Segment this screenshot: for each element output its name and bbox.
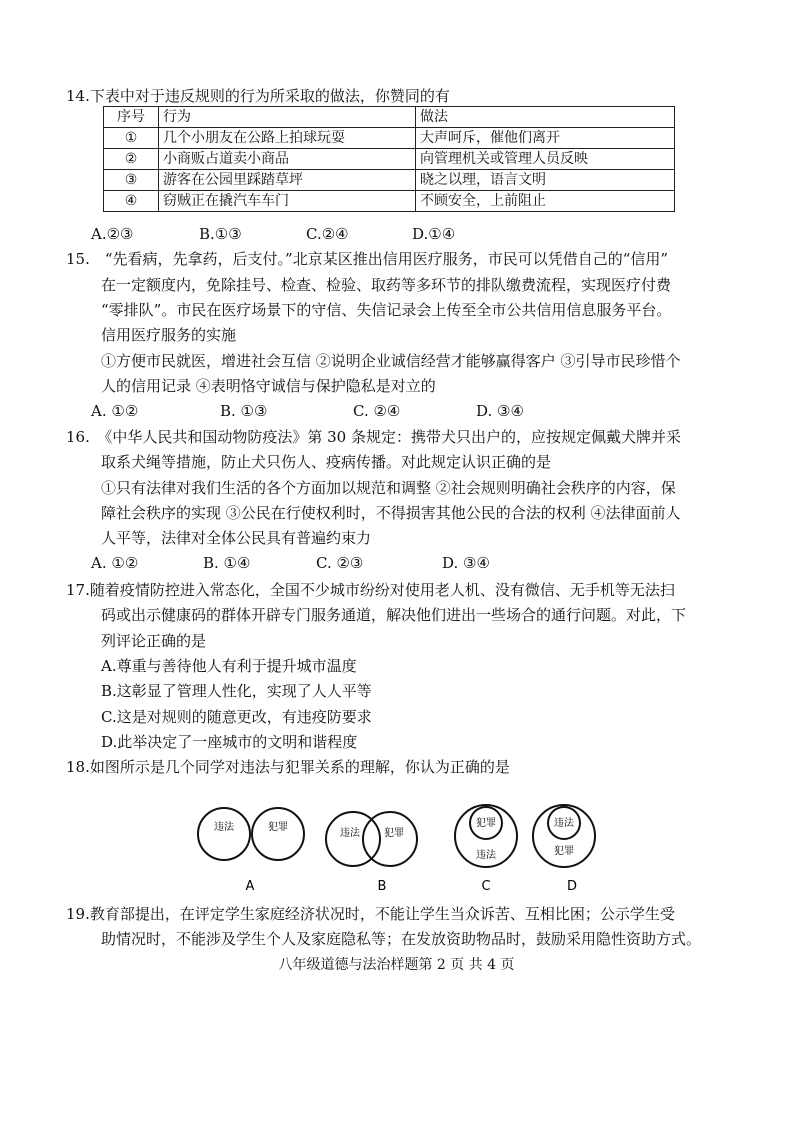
q16-line-2: 取系犬绳等措施，防止犬只伤人、疫病传播。对此规定认识正确的是: [101, 453, 552, 471]
diagram-a-left-circle: [198, 808, 250, 860]
diagram-a-left-label: 违法: [214, 822, 234, 833]
q15-option-c[interactable]: C. ②④: [353, 402, 401, 420]
row-action: 大声呵斥，催他们离开: [416, 128, 675, 149]
q15-line-1: 15. “先看病，先拿药，后支付。”北京某区推出信用医疗服务，市民可以凭借自己的“信用”: [66, 250, 669, 268]
diagram-c-outer-label: 违法: [476, 850, 496, 861]
q16-line-3: ①只有法律对我们生活的各个方面加以规范和调整 ②社会规则明确社会秩序的内容，保: [101, 479, 676, 497]
table-row: [104, 149, 675, 170]
q16-option-d[interactable]: D. ③④: [442, 554, 490, 572]
q15-option-b[interactable]: B. ①③: [220, 402, 268, 420]
q14-table: [103, 106, 675, 212]
table-header-row: [104, 107, 675, 128]
q14-option-d[interactable]: D.①④: [412, 225, 456, 243]
diagram-c-caption: C: [481, 879, 491, 894]
row-action: 向管理机关或管理人员反映: [416, 149, 675, 170]
q15-option-a[interactable]: A. ①②: [91, 402, 139, 420]
diagram-b-right-label: 犯罪: [384, 828, 404, 839]
row-index: ④: [104, 191, 159, 212]
diagram-d-inner-label: 违法: [554, 818, 574, 829]
table-row: [104, 191, 675, 212]
diagram-a-right-circle: [252, 808, 304, 860]
q14-option-c[interactable]: C.②④: [306, 225, 349, 243]
row-action: 晓之以理，语言文明: [416, 170, 675, 191]
q15-line-4: 信用医疗服务的实施: [101, 326, 237, 344]
diagram-a[interactable]: [198, 808, 304, 894]
page-footer: 八年级道德与法治样题第 2 页 共 4 页: [278, 957, 515, 973]
q17-option-b[interactable]: B.这彰显了管理人性化，实现了人人平等: [101, 682, 372, 700]
q15-option-d[interactable]: D. ③④: [476, 402, 524, 420]
row-index: ①: [104, 128, 159, 149]
q15-line-6: 人的信用记录 ④表明恪守诚信与保护隐私是对立的: [101, 377, 436, 395]
q16-option-c[interactable]: C. ②③: [316, 554, 364, 572]
header-action: 做法: [416, 107, 675, 128]
diagram-b[interactable]: [326, 812, 417, 894]
row-index: ③: [104, 170, 159, 191]
diagram-d[interactable]: [533, 805, 595, 894]
q16-line-5: 人平等，法律对全体公民具有普遍约束力: [101, 529, 372, 547]
q15-line-5: ①方便市民就医，增进社会互信 ②说明企业诚信经营才能够赢得客户 ③引导市民珍惜个: [101, 352, 681, 370]
q17-option-a[interactable]: A.尊重与善待他人有利于提升城市温度: [101, 657, 357, 675]
diagram-a-caption: A: [245, 879, 255, 894]
q15-line-3: “零排队”。市民在医疗场景下的守信、失信记录会上传至全市公共信用信息服务平台。: [101, 301, 672, 319]
diagram-c[interactable]: [455, 805, 517, 894]
q17-option-c[interactable]: C.这是对规则的随意更改，有违疫防要求: [101, 708, 372, 726]
q16-line-1: 16. 《中华人民共和国动物防疫法》第 30 条规定：携带犬只出户的，应按规定佩戴犬牌并采: [66, 428, 681, 446]
diagram-c-inner-label: 犯罪: [476, 818, 496, 829]
q17-option-d[interactable]: D.此举决定了一座城市的文明和谐程度: [101, 733, 358, 751]
q17-line-1: 17.随着疫情防控进入常态化，全国不少城市纷纷对使用老人机、没有微信、无手机等无法扫: [66, 581, 675, 599]
q16-option-a[interactable]: A. ①②: [91, 554, 139, 572]
q16-option-b[interactable]: B. ①④: [203, 554, 251, 572]
q14-option-b[interactable]: B.①③: [199, 225, 242, 243]
row-behavior: 游客在公园里踩踏草坪: [159, 170, 416, 191]
q15-line-2: 在一定额度内，免除挂号、检查、检验、取药等多环节的排队缴费流程，实现医疗付费: [101, 276, 672, 294]
diagram-d-outer-circle: [533, 805, 595, 867]
row-index: ②: [104, 149, 159, 170]
diagram-d-caption: D: [566, 879, 578, 894]
q14-option-a[interactable]: A.②③: [91, 225, 134, 243]
row-behavior: 小商贩占道卖小商品: [159, 149, 416, 170]
q16-line-4: 障社会秩序的实现 ③公民在行使权利时，不得损害其他公民的合法的权利 ④法律面前人: [101, 504, 681, 522]
header-index: 序号: [104, 107, 159, 128]
q14-stem: 14.下表中对于违反规则的行为所采取的做法，你赞同的有: [66, 87, 450, 105]
q18-stem: 18.如图所示是几个同学对违法与犯罪关系的理解，你认为正确的是: [66, 758, 510, 776]
diagram-b-left-label: 违法: [340, 828, 360, 839]
row-action: 不顾安全，上前阻止: [416, 191, 675, 212]
table-row: [104, 128, 675, 149]
q18-diagrams: [180, 790, 620, 900]
row-behavior: 几个小朋友在公路上拍球玩耍: [159, 128, 416, 149]
q19-line-2: 助情况时，不能涉及学生个人及家庭隐私等；在发放资助物品时，鼓励采用隐性资助方式。: [101, 930, 702, 948]
diagram-b-caption: B: [377, 879, 387, 894]
diagram-d-outer-label: 犯罪: [554, 846, 574, 857]
q17-line-2: 码或出示健康码的群体开辟专门服务通道，解决他们进出一些场合的通行问题。对此，下: [101, 606, 687, 624]
header-behavior: 行为: [159, 107, 416, 128]
q19-line-1: 19.教育部提出，在评定学生家庭经济状况时，不能让学生当众诉苦、互相比困；公示学生受: [66, 905, 675, 923]
diagram-b-right-circle: [363, 812, 417, 866]
table-row: [104, 170, 675, 191]
q17-line-3: 列评论正确的是: [101, 632, 207, 650]
diagram-a-right-label: 犯罪: [268, 822, 288, 833]
row-behavior: 窃贼正在撬汽车车门: [159, 191, 416, 212]
